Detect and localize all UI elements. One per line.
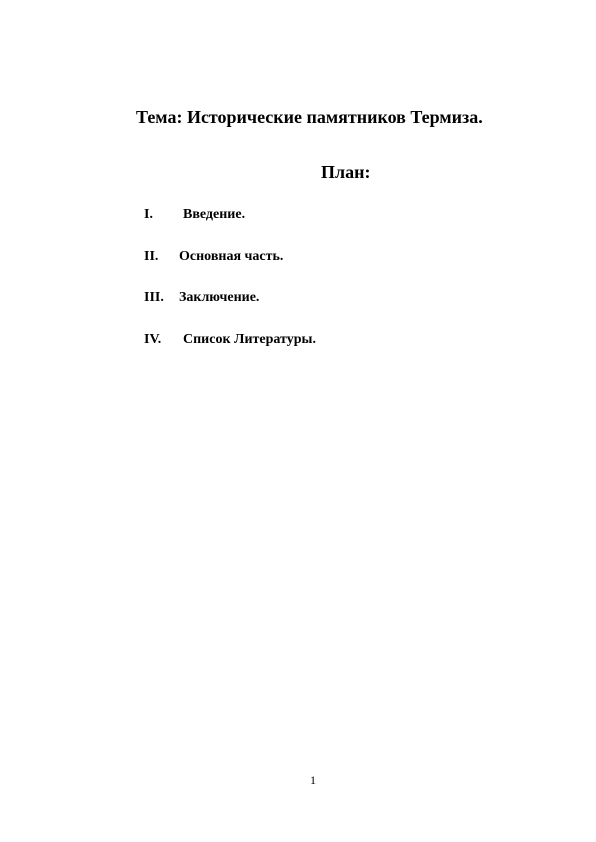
plan-item-text: Введение.: [183, 207, 246, 222]
document-topic: Тема: Исторические памятников Термиза.: [136, 107, 483, 127]
page-number: 1: [310, 773, 316, 787]
plan-item-text: Основная часть.: [179, 249, 284, 264]
plan-item-number: IV.: [144, 332, 162, 347]
plan-item-text: Заключение.: [179, 290, 260, 305]
plan-item-text: Список Литературы.: [183, 332, 316, 347]
plan-item-number: III.: [144, 290, 164, 305]
plan-heading: План:: [321, 162, 371, 182]
plan-item-number: I.: [144, 207, 153, 222]
plan-item-number: II.: [144, 249, 159, 264]
